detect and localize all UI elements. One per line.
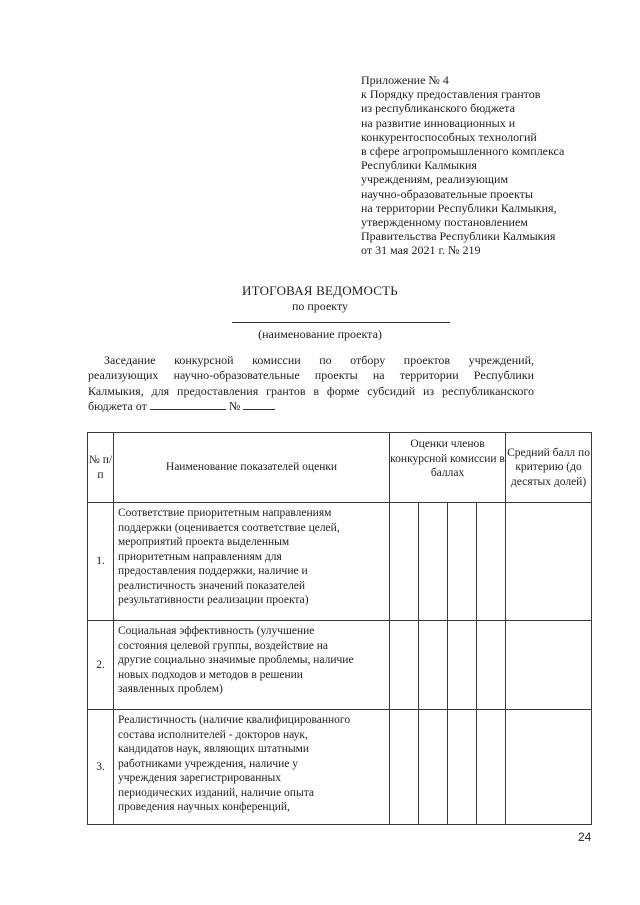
criterion-line: результативности реализации проекта) [118,594,309,606]
appendix-line: от 31 мая 2021 г. № 219 [361,243,481,258]
appendix-line: утвержденному постановлением [361,215,528,230]
appendix-line: на территории Республики Калмыкия, [361,200,557,215]
appendix-line: на развитие инновационных и [361,115,516,130]
intro-paragraph [88,353,534,415]
criterion-line: мероприятий проекта выделенным [118,536,290,548]
score-cell [477,710,506,825]
project-name-caption: (наименование проекта) [258,327,382,341]
appendix-line: к Порядку предоставления грантов [361,87,541,102]
criterion-line: учреждения зарегистрированных [118,772,281,784]
page-number: 24 [578,830,592,844]
appendix-line: учреждениям, реализующим [361,172,509,187]
appendix-line: в сфере агропромышленного комплекса [361,144,565,159]
appendix-line: Приложение № 4 [361,73,449,87]
criterion-line: реалистичность значений показателей [118,579,306,592]
score-cell [448,710,477,825]
average-cell [506,503,592,621]
score-cell [419,710,448,825]
header-scores: Оценки членов конкурсной комиссии в баллах [390,433,506,503]
row-num: 3. [88,710,114,825]
appendix-line: из республиканского бюджета [361,101,515,116]
appendix-line: конкурентоспособных технологий [361,129,537,144]
appendix-line: Правительства Республики Калмыкия [361,229,556,244]
intro-line: Калмыкия, для предоставления грантов в форме субсидий из республиканского [88,383,534,398]
criterion-cell [114,710,390,825]
intro-line: Заседание конкурсной комиссии по отбору проектов учреждений, [104,353,534,367]
score-cell [419,621,448,710]
criterion-cell [114,621,390,710]
score-cell [419,503,448,621]
intro-line: реализующих научно-образовательные проекты на территории Республики [88,368,534,383]
average-cell [506,621,592,710]
criterion-cell [114,503,390,621]
criterion-line: кандидатов наук, являющих штатными [118,743,310,755]
criterion-line: Социальная эффективность (улучшение [118,625,315,637]
criterion-line: работниками учреждения, наличие у [118,757,299,770]
score-cell [390,621,419,710]
project-name-blank-line [232,322,450,323]
criterion-line: приоритетным направлениям для [118,550,282,563]
criterion-line: периодических изданий, наличие опыта [118,786,314,799]
score-cell [477,621,506,710]
criterion-line: новых подходов и методов в решении [118,668,303,681]
average-cell [506,710,592,825]
score-cell [448,503,477,621]
evaluation-table [87,432,592,825]
row-num: 2. [88,621,114,710]
score-cell [448,621,477,710]
date-blank-line [150,400,226,410]
table-row [88,621,592,710]
criterion-line: Соответствие приоритетным направлениям [118,507,332,519]
score-cell [390,710,419,825]
criterion-line: состояния целевой группы, воздействие на [118,639,328,652]
criterion-line: поддержки (оценивается соответствие целей, [118,521,340,534]
score-cell [477,503,506,621]
intro-date-line [88,399,534,414]
table-header-row [88,433,592,503]
header-name: Наименование показателей оценки [114,433,390,503]
appendix-block [361,73,621,258]
score-cell [390,503,419,621]
appendix-line: научно-образовательные проекты [361,186,533,201]
header-average: Средний балл по критерию (до десятых долей) [506,433,592,503]
appendix-line: Республики Калмыкия [361,158,477,173]
intro-date-prefix: бюджета от [88,399,147,414]
criterion-line: предоставления поддержки, наличие и [118,565,308,577]
table-row [88,503,592,621]
number-blank-line [243,400,275,410]
criterion-line: состава исполнителей - докторов наук, [118,728,308,741]
number-sign: № [228,399,241,414]
header-num: № п/п [88,433,114,503]
criterion-line: проведения научных конференций, [118,801,290,813]
row-num: 1. [88,503,114,621]
document-subtitle: по проекту [291,299,349,313]
criterion-line: Реалистичность (наличие квалифицированного [118,714,351,726]
criterion-line: заявленных проблем) [118,683,223,695]
criterion-line: другие социально значимые проблемы, наличие [118,654,354,666]
table-row [88,710,592,825]
document-title: ИТОГОВАЯ ВЕДОМОСТЬ [242,283,398,298]
